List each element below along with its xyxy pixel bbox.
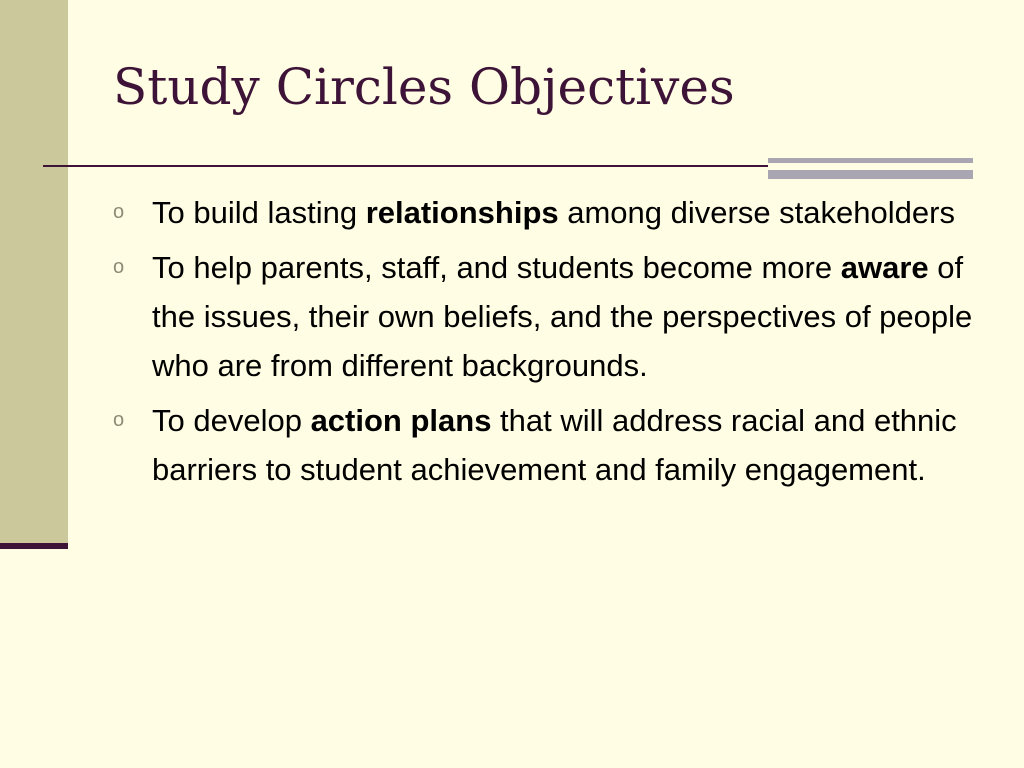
bullet-emphasis: relationships <box>365 195 559 230</box>
bullet-text-after: among diverse stakeholders <box>558 195 955 230</box>
bullet-emphasis: aware <box>840 250 929 285</box>
bullet-marker: o <box>113 201 125 223</box>
decorative-gray-bar-bottom <box>768 170 973 179</box>
bullet-text-before: To develop <box>152 403 311 438</box>
list-item <box>113 396 973 494</box>
bullet-text-after: of the issues, their own beliefs, and the perspectives of people who are from different backgrounds. <box>152 250 973 383</box>
bullet-emphasis: action plans <box>310 403 492 438</box>
list-item <box>113 188 973 237</box>
decorative-gray-bar-top <box>768 158 973 163</box>
bullet-text-before: To help parents, staff, and students become more <box>152 250 841 285</box>
left-accent-bar <box>0 543 68 549</box>
bullet-text-before: To build lasting <box>152 195 366 230</box>
bullet-marker: o <box>113 256 125 278</box>
slide-title: Study Circles Objectives <box>113 58 735 116</box>
left-decorative-band <box>0 0 68 545</box>
title-divider-line <box>43 165 768 167</box>
bullet-marker: o <box>113 409 125 431</box>
bullet-text <box>152 403 957 487</box>
bullet-text <box>152 250 972 383</box>
bullet-text-after: that will address racial and ethnic barriers to student achievement and family engagement. <box>152 403 957 487</box>
objectives-list <box>113 188 973 500</box>
list-item <box>113 243 973 390</box>
bullet-text <box>152 195 955 230</box>
